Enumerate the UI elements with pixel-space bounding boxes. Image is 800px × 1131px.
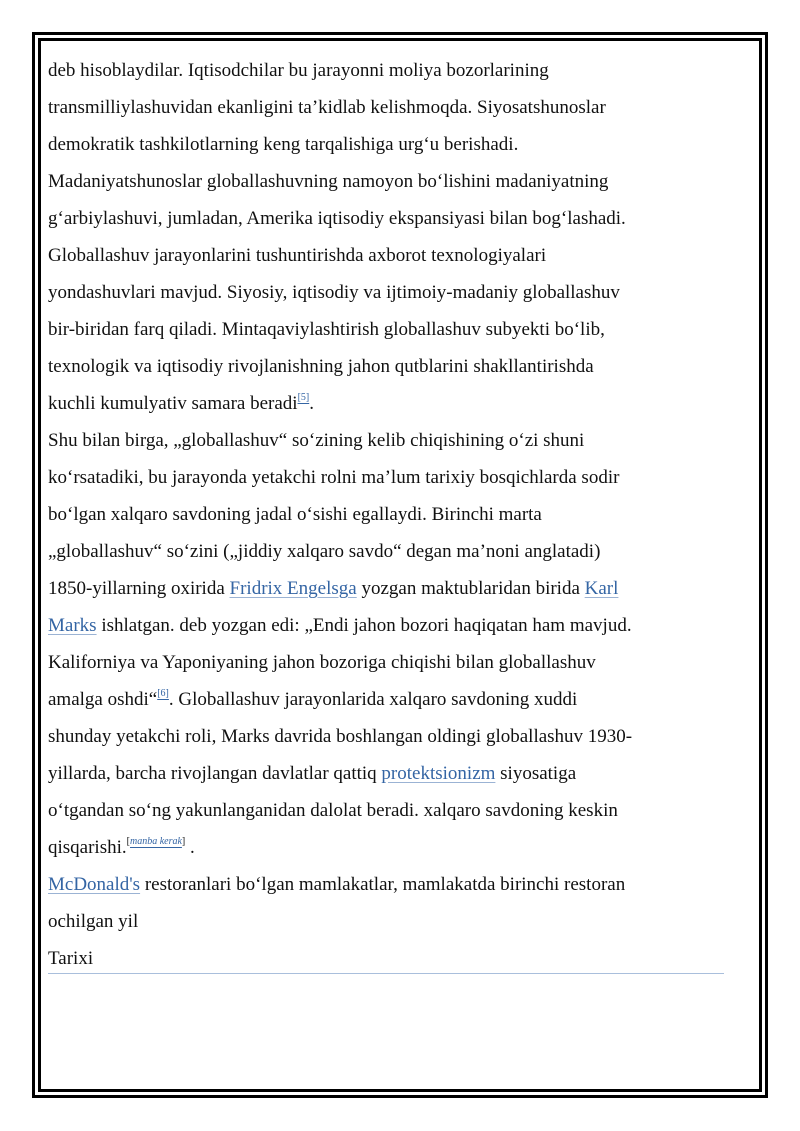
text-line: Shu bilan birga, „globallashuv“ so‘zining kelib chiqishining o‘zi shuni	[48, 430, 585, 451]
citation-needed	[127, 836, 186, 847]
footnote-ref-6	[157, 688, 169, 699]
text-line: Globallashuv jarayonlarini tushuntirishda axborot texnologiyalari	[48, 245, 547, 266]
footnote-ref-5	[298, 392, 310, 403]
text-line	[48, 570, 728, 607]
text-line: g‘arbiylashuvi, jumladan, Amerika iqtisodiy ekspansiyasi bilan bog‘lashadi.	[48, 208, 626, 229]
text-line: Madaniyatshunoslar globallashuvning namoyon bo‘lishini madaniyatning	[48, 171, 609, 192]
text-line: shunday yetakchi roli, Marks davrida boshlangan oldingi globallashuv 1930-	[48, 726, 633, 747]
text-span: 1850-yillarning oxirida	[48, 578, 230, 599]
citation-needed-link[interactable]: manba kerak	[129, 836, 182, 847]
text-line	[48, 866, 728, 903]
link-karl-marks-cont[interactable]: Marks	[48, 615, 97, 636]
text-span: .	[309, 393, 314, 414]
text-span: amalga oshdi“	[48, 689, 158, 710]
text-line: Kaliforniya va Yaponiyaning jahon bozoriga chiqishi bilan globallashuv	[48, 652, 596, 673]
image-caption	[48, 866, 728, 940]
text-line	[48, 755, 728, 792]
text-line	[48, 607, 728, 644]
text-span: qisqarishi.	[48, 837, 127, 858]
paragraph	[48, 52, 728, 422]
text-span: kuchli kumulyativ samara beradi	[48, 393, 298, 414]
text-line: ochilgan yil	[48, 911, 139, 932]
document-body	[48, 52, 728, 977]
text-line: bo‘lgan xalqaro savdoning jadal o‘sishi egallaydi. Birinchi marta	[48, 504, 542, 525]
bracket: ]	[181, 836, 186, 847]
bracket: [	[126, 836, 130, 847]
text-line: deb hisoblaydilar. Iqtisodchilar bu jarayonni moliya bozorlarining	[48, 60, 549, 81]
text-span: yozgan maktublaridan birida	[356, 578, 585, 599]
text-line: ko‘rsatadiki, bu jarayonda yetakchi rolni ma’lum tarixiy bosqichlarda sodir	[48, 467, 620, 488]
link-fridrix-engelsga[interactable]: Fridrix Engelsga	[229, 578, 357, 599]
text-span: yillarda, barcha rivojlangan davlatlar qattiq	[48, 763, 382, 784]
text-line: yondashuvlari mavjud. Siyosiy, iqtisodiy va ijtimoiy-madaniy globallashuv	[48, 282, 620, 303]
text-line	[48, 681, 728, 718]
heading-underline	[48, 973, 724, 974]
text-line: o‘tgandan so‘ng yakunlanganidan dalolat beradi. xalqaro savdoning keskin	[48, 800, 618, 821]
text-line: bir-biridan farq qiladi. Mintaqaviylashtirish globallashuv subyekti bo‘lib,	[48, 319, 605, 340]
paragraph	[48, 422, 728, 866]
text-line: „globallashuv“ so‘zini („jiddiy xalqaro savdo“ degan ma’noni anglatadi)	[48, 541, 601, 562]
text-span: siyosatiga	[495, 763, 577, 784]
text-line: transmilliylashuvidan ekanligini ta’kidlab kelishmoqda. Siyosatshunoslar	[48, 97, 606, 118]
text-span: restoranlari bo‘lgan mamlakatlar, mamlakatda birinchi restoran	[140, 874, 626, 895]
link-protektsionizm[interactable]: protektsionizm	[381, 763, 496, 784]
section-heading: Tarixi	[48, 948, 94, 969]
text-span: . Globallashuv jarayonlarida xalqaro savdoning xuddi	[168, 689, 578, 710]
footnote-link-6[interactable]: [6]	[157, 688, 169, 699]
link-mcdonalds[interactable]: McDonald's	[48, 874, 141, 895]
text-line	[48, 385, 728, 422]
text-line: texnologik va iqtisodiy rivojlanishning jahon qutblarini shakllantirishda	[48, 356, 594, 377]
text-line: demokratik tashkilotlarning keng tarqalishiga urg‘u berishadi.	[48, 134, 519, 155]
text-span: ishlatgan. deb yozgan edi: „Endi jahon bozori haqiqatan ham mavjud.	[96, 615, 632, 636]
text-span: .	[185, 837, 195, 858]
link-karl-marks[interactable]: Karl	[584, 578, 619, 599]
text-line	[48, 829, 728, 866]
footnote-link-5[interactable]: [5]	[297, 392, 310, 403]
